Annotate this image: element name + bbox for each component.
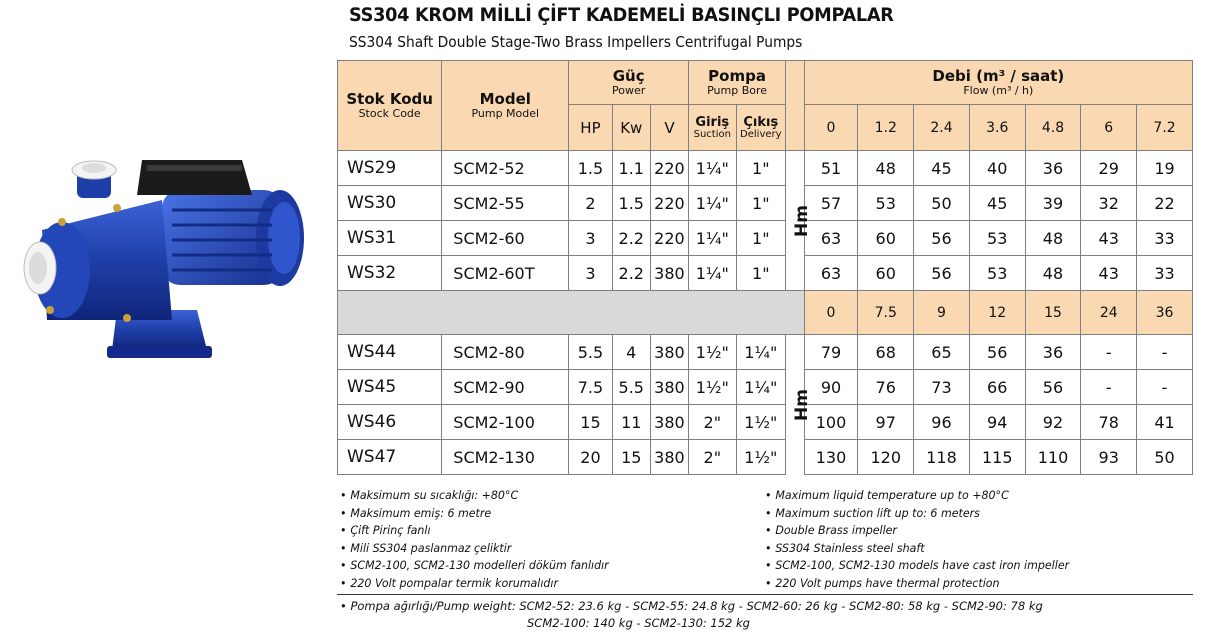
v-cell: 220: [650, 221, 688, 256]
head-cell: 56: [1025, 370, 1081, 405]
hp-cell: 3: [569, 256, 612, 291]
suction-cell: 2": [689, 440, 736, 475]
head-cell: 94: [969, 405, 1025, 440]
head-cell: 100: [804, 405, 858, 440]
head-cell: 50: [1137, 440, 1193, 475]
flow-point: 6: [1081, 105, 1137, 151]
footer-divider: [337, 594, 1193, 595]
head-cell: 65: [914, 335, 970, 370]
note-item: • 220 Volt pumps have thermal protection: [765, 575, 1000, 590]
note-item: • SS304 Stainless steel shaft: [765, 540, 925, 555]
header-gap: [786, 61, 805, 151]
note-item: • Mili SS304 paslanmaz çeliktir: [340, 540, 512, 555]
model-cell: SCM2-60: [442, 221, 569, 256]
page-subtitle: SS304 Shaft Double Stage-Two Brass Impellers Centrifugal Pumps: [349, 33, 803, 51]
head-cell: -: [1081, 335, 1137, 370]
head-cell: 43: [1081, 221, 1137, 256]
suction-cell: 1¼": [689, 221, 736, 256]
head-cell: 118: [914, 440, 970, 475]
note-item: • 220 Volt pompalar termik korumalıdır: [340, 575, 559, 590]
head-cell: 53: [858, 186, 914, 221]
head-cell: 63: [804, 221, 858, 256]
table-row: [338, 186, 1193, 221]
head-cell: 22: [1137, 186, 1193, 221]
head-cell: 53: [969, 256, 1025, 291]
head-cell: 78: [1081, 405, 1137, 440]
note-item: • SCM2-100, SCM2-130 modelleri döküm fanlıdır: [340, 558, 609, 573]
hp-cell: 2: [569, 186, 612, 221]
delivery-cell: 1": [736, 256, 786, 291]
head-cell: 68: [858, 335, 914, 370]
note-item: • Maximum suction lift up to: 6 meters: [765, 505, 980, 520]
bore-header: Pompa Pump Bore: [689, 61, 786, 105]
model-header: Model Pump Model: [442, 61, 569, 151]
suction-cell: 1¼": [689, 256, 736, 291]
head-cell: 57: [804, 186, 858, 221]
head-cell: 90: [804, 370, 858, 405]
head-cell: 32: [1081, 186, 1137, 221]
head-cell: 115: [969, 440, 1025, 475]
hp-cell: 15: [569, 405, 612, 440]
flow-point: 0: [804, 105, 858, 151]
suction-header: Giriş Suction: [689, 105, 736, 151]
delivery-cell: 1": [736, 221, 786, 256]
delivery-cell: 1½": [736, 440, 786, 475]
weight-line-2: SCM2-100: 140 kg - SCM2-130: 152 kg: [527, 616, 750, 630]
delivery-cell: 1": [736, 151, 786, 186]
head-cell: 92: [1025, 405, 1081, 440]
kw-cell: 15: [612, 440, 650, 475]
v-cell: 380: [650, 256, 688, 291]
head-cell: 56: [914, 221, 970, 256]
head-cell: 60: [858, 256, 914, 291]
head-cell: 33: [1137, 221, 1193, 256]
head-cell: -: [1137, 370, 1193, 405]
kw-cell: 2.2: [612, 256, 650, 291]
head-cell: 39: [1025, 186, 1081, 221]
stock-code-header: Stok Kodu Stock Code: [338, 61, 442, 151]
head-cell: 36: [1025, 335, 1081, 370]
head-cell: 66: [969, 370, 1025, 405]
stock-code-cell: WS30: [338, 186, 442, 221]
hm-label: Hm: [786, 335, 805, 475]
v-cell: 380: [650, 405, 688, 440]
head-cell: 51: [804, 151, 858, 186]
suction-cell: 1¼": [689, 151, 736, 186]
table-row: [338, 256, 1193, 291]
delivery-cell: 1": [736, 186, 786, 221]
flow-point: 1.2: [858, 105, 914, 151]
head-cell: 50: [914, 186, 970, 221]
head-cell: 45: [914, 151, 970, 186]
suction-cell: 1¼": [689, 186, 736, 221]
head-cell: -: [1137, 335, 1193, 370]
kw-header: Kw: [612, 105, 650, 151]
kw-cell: 11: [612, 405, 650, 440]
flow-point: 7.2: [1137, 105, 1193, 151]
v-cell: 380: [650, 335, 688, 370]
flow-point: 9: [914, 291, 970, 335]
weight-line-1: • Pompa ağırlığı/Pump weight: SCM2-52: 23.6 kg - SCM2-55: 24.8 kg - SCM2-60: 26 kg - SCM2-80: 58 kg - SCM2-90: 78 kg: [340, 599, 1043, 613]
model-cell: SCM2-80: [442, 335, 569, 370]
hp-cell: 3: [569, 221, 612, 256]
notes-english: [765, 487, 1082, 593]
note-item: • Double Brass impeller: [765, 523, 897, 538]
head-cell: 48: [858, 151, 914, 186]
v-cell: 380: [650, 370, 688, 405]
table-row: [338, 151, 1193, 186]
flow-point: 4.8: [1025, 105, 1081, 151]
v-cell: 220: [650, 151, 688, 186]
group-separator-row: [338, 291, 1193, 335]
hp-cell: 5.5: [569, 335, 612, 370]
suction-cell: 1½": [689, 335, 736, 370]
head-cell: 40: [969, 151, 1025, 186]
stock-code-cell: WS46: [338, 405, 442, 440]
note-item: • Maksimum emiş: 6 metre: [340, 505, 492, 520]
hm-label: Hm: [786, 151, 805, 291]
head-cell: 60: [858, 221, 914, 256]
notes-turkish: [340, 487, 620, 593]
v-cell: 220: [650, 186, 688, 221]
head-cell: 73: [914, 370, 970, 405]
head-cell: -: [1081, 370, 1137, 405]
flow-point: 7.5: [858, 291, 914, 335]
head-cell: 33: [1137, 256, 1193, 291]
page-title: SS304 KROM MİLLİ ÇİFT KADEMELİ BASINÇLI POMPALAR: [349, 4, 894, 26]
flow-point: 12: [969, 291, 1025, 335]
flow-point: 15: [1025, 291, 1081, 335]
stock-code-cell: WS44: [338, 335, 442, 370]
table-row: [338, 221, 1193, 256]
v-cell: 380: [650, 440, 688, 475]
model-cell: SCM2-100: [442, 405, 569, 440]
head-cell: 53: [969, 221, 1025, 256]
table-row: [338, 405, 1193, 440]
kw-cell: 4: [612, 335, 650, 370]
head-cell: 43: [1081, 256, 1137, 291]
pump-image: [22, 150, 322, 380]
head-cell: 120: [858, 440, 914, 475]
head-cell: 29: [1081, 151, 1137, 186]
flow-point: 2.4: [914, 105, 970, 151]
separator-band: [338, 291, 805, 335]
flow-point: 24: [1081, 291, 1137, 335]
flow-point: 0: [804, 291, 858, 335]
hp-cell: 1.5: [569, 151, 612, 186]
table-row: [338, 440, 1193, 475]
head-cell: 76: [858, 370, 914, 405]
note-item: • SCM2-100, SCM2-130 models have cast iron impeller: [765, 558, 1070, 573]
kw-cell: 2.2: [612, 221, 650, 256]
head-cell: 63: [804, 256, 858, 291]
hp-cell: 20: [569, 440, 612, 475]
head-cell: 96: [914, 405, 970, 440]
hp-header: HP: [569, 105, 612, 151]
head-cell: 56: [969, 335, 1025, 370]
head-cell: 48: [1025, 256, 1081, 291]
stock-code-cell: WS29: [338, 151, 442, 186]
stock-code-cell: WS45: [338, 370, 442, 405]
table-row: [338, 370, 1193, 405]
head-cell: 36: [1025, 151, 1081, 186]
head-cell: 110: [1025, 440, 1081, 475]
head-cell: 93: [1081, 440, 1137, 475]
hp-cell: 7.5: [569, 370, 612, 405]
head-cell: 56: [914, 256, 970, 291]
head-cell: 48: [1025, 221, 1081, 256]
model-cell: SCM2-52: [442, 151, 569, 186]
table-row: [338, 335, 1193, 370]
delivery-cell: 1¼": [736, 370, 786, 405]
power-header: Güç Power: [569, 61, 689, 105]
delivery-cell: 1½": [736, 405, 786, 440]
stock-code-cell: WS47: [338, 440, 442, 475]
head-cell: 97: [858, 405, 914, 440]
head-cell: 79: [804, 335, 858, 370]
delivery-header: Çıkış Delivery: [736, 105, 786, 151]
pump-weight-note: [340, 598, 1043, 632]
stock-code-cell: WS32: [338, 256, 442, 291]
head-cell: 19: [1137, 151, 1193, 186]
note-item: • Çift Pirinç fanlı: [340, 523, 431, 538]
model-cell: SCM2-55: [442, 186, 569, 221]
stock-code-cell: WS31: [338, 221, 442, 256]
kw-cell: 1.5: [612, 186, 650, 221]
kw-cell: 1.1: [612, 151, 650, 186]
flow-point: 3.6: [969, 105, 1025, 151]
model-cell: SCM2-130: [442, 440, 569, 475]
head-cell: 41: [1137, 405, 1193, 440]
pump-spec-table: [337, 60, 1193, 475]
head-cell: 130: [804, 440, 858, 475]
model-cell: SCM2-90: [442, 370, 569, 405]
suction-cell: 1½": [689, 370, 736, 405]
flow-point: 36: [1137, 291, 1193, 335]
note-item: • Maksimum su sıcaklığı: +80°C: [340, 488, 519, 502]
v-header: V: [650, 105, 688, 151]
note-item: • Maximum liquid temperature up to +80°C: [765, 488, 1009, 502]
flow-header: Debi (m³ / saat) Flow (m³ / h): [804, 61, 1192, 105]
kw-cell: 5.5: [612, 370, 650, 405]
head-cell: 45: [969, 186, 1025, 221]
model-cell: SCM2-60T: [442, 256, 569, 291]
delivery-cell: 1¼": [736, 335, 786, 370]
suction-cell: 2": [689, 405, 736, 440]
